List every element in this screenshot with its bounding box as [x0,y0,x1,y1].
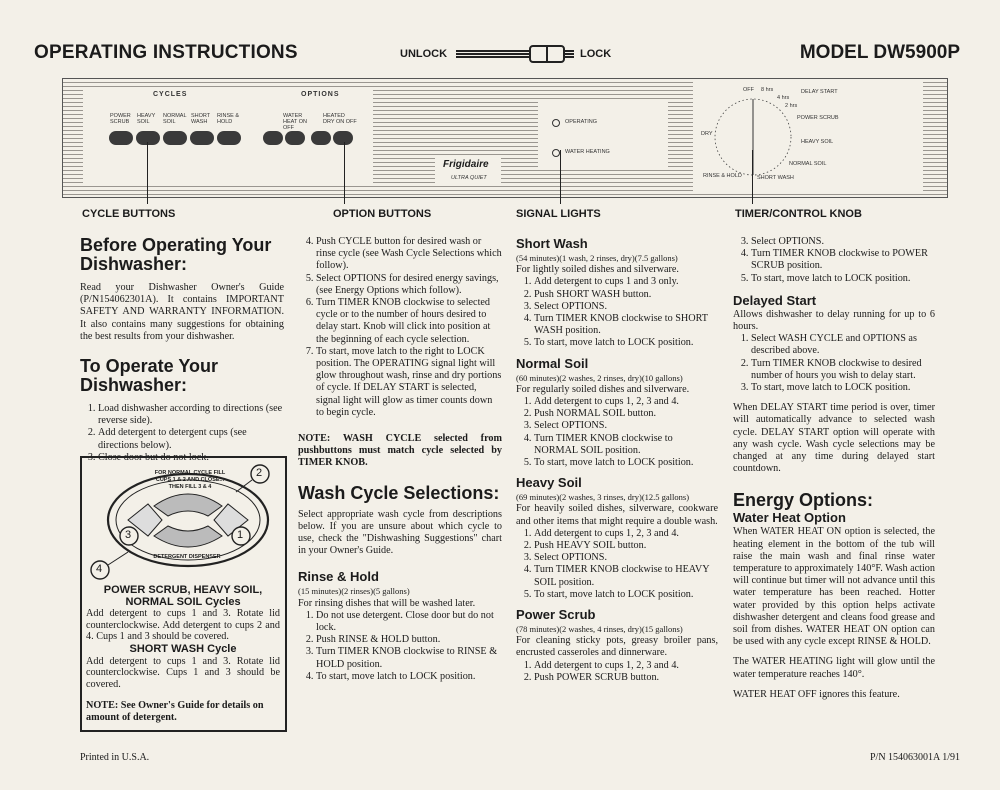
knob-2hrs: 2 hrs [785,103,798,109]
knob-normal-soil: NORMAL SOIL [789,161,827,167]
heated-dry-off-button[interactable] [333,131,353,145]
callout-option-buttons: OPTION BUTTONS [333,208,432,220]
rinse-hold-text: For rinsing dishes that will be washed later. [298,597,476,609]
water-heat-off-button[interactable] [285,131,305,145]
option-label-water-heat: WATER HEAT ON OFF [283,113,307,131]
rinse-hold-heading: Rinse & Hold [298,569,379,585]
heavy-soil-heading: Heavy Soil [516,475,582,491]
callout-line [147,142,148,204]
knob-heavy-soil: HEAVY SOIL [801,139,834,145]
list-item: 5. To start, move latch to LOCK position. [534,457,718,469]
list-item: 3. Close door but do not lock. [98,452,284,464]
column-3 [516,236,718,684]
cycles-heading: CYCLES [153,91,188,98]
lock-label: LOCK [580,48,612,60]
heated-dry-on-button[interactable] [311,131,331,145]
control-panel-diagram [62,78,948,198]
rinse-hold-button[interactable] [217,131,241,145]
cup-number-1: 1 [237,529,244,541]
knob-short-wash: SHORT WASH [757,175,794,181]
page-title: OPERATING INSTRUCTIONS [34,42,298,63]
list-item: 2. Push POWER SCRUB button. [534,672,718,684]
operating-light-label: OPERATING [565,119,597,125]
buttons-area [83,87,373,183]
knob-power-scrub: POWER SCRUB [797,115,839,121]
list-item: 3. Select OPTIONS. [534,420,718,432]
callout-timer-knob: TIMER/CONTROL KNOB [735,208,862,220]
list-item: 4. Turn TIMER KNOB clockwise to NORMAL SOIL position. [534,433,718,457]
short-wash-steps [516,276,718,349]
cycle-label-heavy-soil: HEAVY SOIL [137,113,156,125]
delayed-start-steps [733,333,935,394]
list-item: 6. Turn TIMER KNOB clockwise to selected cycle or to the number of hours desired to delay start. Knob will click into position at the beginning of each cycle selection. [316,297,502,346]
wash-cycle-note: NOTE: WASH CYCLE selected from pushbuttons must match cycle selected by TIMER KNOB. [298,433,502,469]
column-1 [80,236,284,464]
brand-area [435,157,501,185]
delayed-start-heading: Delayed Start [733,292,817,308]
signal-lights-area [538,99,668,169]
door-latch-icon [456,45,574,63]
delayed-start-text: Allows dishwasher to delay running for up to 6 hours. [733,308,935,333]
cup-number-3: 3 [125,529,132,541]
short-wash-heading: Short Wash [516,236,588,251]
normal-soil-steps [516,396,718,469]
rinse-hold-steps [298,610,502,683]
column-4 [733,236,935,701]
list-item: 1. Add detergent to cups 1, 2, 3 and 4. [534,396,718,408]
cycle-label-normal-soil: NORMAL SOIL [163,113,187,125]
water-heat-text-2: The WATER HEATING light will glow until the water temperature reaches 140°. [733,656,935,680]
normal-soil-button[interactable] [163,131,187,145]
short-wash-spec: (54 minutes)(1 wash, 2 rinses, dry)(7.5 gallons) [516,253,678,263]
list-item: 1. Select WASH CYCLE and OPTIONS as described above. [751,333,935,357]
knob-dry: DRY [701,131,713,137]
power-scrub-steps-continued [733,236,935,285]
dispenser-note: NOTE: See Owner's Guide for details on amount of detergent. [86,700,264,723]
callout-line [344,142,345,204]
heavy-soil-text: For heavily soiled dishes, silverware, cookware and other items that might require a double wash. [516,503,718,527]
water-heat-option-heading: Water Heat Option [733,510,846,526]
list-item: 3. Turn TIMER KNOB clockwise to RINSE & HOLD position. [316,646,502,670]
energy-options-heading: Energy Options: [733,490,874,511]
water-heating-light-label: WATER HEATING [565,149,610,155]
knob-4hrs: 4 hrs [777,95,790,101]
cup-number-2: 2 [256,467,263,479]
before-operating-text: Read your Dishwasher Owner's Guide (P/N154062301A). It contains IMPORTANT SAFETY AND WARRANTY INFORMATION. It also contains many suggestions for obtaining the best results from your dishwasher. [80,282,284,342]
unlock-label: UNLOCK [400,48,448,60]
panel-buttons [83,127,373,151]
dispenser-heading-2: SHORT WASH Cycle [129,642,237,655]
option-label-heated-dry: HEATED DRY ON OFF [323,113,357,125]
list-item: 2. Push HEAVY SOIL button. [534,540,718,552]
cycle-label-rinse-hold: RINSE & HOLD [217,113,240,125]
part-number: P/N 154063001A 1/91 [869,752,960,763]
dispenser-lid-text: FOR NORMAL CYCLE FILL CUPS 1 & 2 AND CLOSE... THEN FILL 3 & 4 [154,470,226,490]
delayed-start-text-2: When DELAY START time period is over, timer will automatically advance to selected wash cycle. DELAY START option will operate with any wash cycle. Wash cycle selections may be changed at any time during delayed start countdown. [733,402,935,475]
list-item: 1. Add detergent to cups 1, 2, 3 and 4. [534,660,718,672]
list-item: 4. To start, move latch to LOCK position. [316,671,502,683]
operate-steps [80,403,284,464]
water-heat-text-3: WATER HEAT OFF ignores this feature. [733,688,900,700]
power-scrub-text: For cleaning sticky pots, greasy broiler pans, encrusted casseroles and dinnerware. [516,635,718,659]
timer-knob-area [693,81,923,193]
dispenser-heading-1: POWER SCRUB, HEAVY SOIL, NORMAL SOIL Cycles [103,584,263,608]
heavy-soil-steps [516,528,718,601]
list-item: 1. Add detergent to cups 1 and 3 only. [534,276,718,288]
callout-signal-lights: SIGNAL LIGHTS [516,208,601,220]
model-number: MODEL DW5900P [799,42,960,63]
list-item: 1. Add detergent to cups 1, 2, 3 and 4. [534,528,718,540]
list-item: 2. Turn TIMER KNOB clockwise to desired number of hours you wish to delay start. [751,358,935,382]
cycle-label-short-wash: SHORT WASH [191,113,211,125]
wash-cycle-selections-heading: Wash Cycle Selections: [298,482,500,503]
knob-delay-start: DELAY START [801,89,838,95]
list-item: 2. Push NORMAL SOIL button. [534,408,718,420]
normal-soil-heading: Normal Soil [516,355,589,371]
knob-8hrs: 8 hrs [761,87,774,93]
list-item: 4. Turn TIMER KNOB clockwise to HEAVY SOIL position. [534,564,718,588]
to-operate-heading: To Operate Your Dishwasher: [80,356,219,396]
dispenser-text-1: Add detergent to cups 1 and 3. Rotate lid counterclockwise. Add detergent to cups 2 and 4. Cups 1 and 3 should be covered. [86,608,280,642]
ultra-quiet-label: ULTRA QUIET [451,175,487,181]
list-item: 3. Select OPTIONS. [534,301,718,313]
list-item: 1. Do not use detergent. Close door but do not lock. [316,610,502,634]
power-scrub-heading: Power Scrub [516,607,596,623]
power-scrub-button[interactable] [109,131,133,145]
normal-soil-spec: (60 minutes)(2 washes, 2 rinses, dry)(10 gallons) [516,372,683,383]
list-item: 5. To start, move latch to LOCK position. [534,337,718,349]
short-wash-button[interactable] [190,131,214,145]
list-item: 5. To start, move latch to LOCK position. [751,273,935,285]
list-item: 2. Add detergent to detergent cups (see directions below). [98,427,284,451]
normal-soil-text: For regularly soiled dishes and silverware. [516,383,690,395]
list-item: 2. Push RINSE & HOLD button. [316,634,502,646]
column-2 [298,236,502,683]
brand-logo: Frigidaire [443,159,489,170]
list-item: 4. Push CYCLE button for desired wash or rinse cycle (see Wash Cycle Selections which follow). [316,236,502,273]
dispenser-label: DETERGENT DISPENSER [153,554,221,560]
detergent-dispenser-box [80,456,287,732]
dispenser-text-2: Add detergent to cups 1 and 3. Rotate lid counterclockwise. Cups 1 and 3 should be covered. [86,655,280,690]
list-item: 3. Select OPTIONS. [534,552,718,564]
water-heat-text: When WATER HEAT ON option is selected, the heating element in the bottom of the tub will raise the main wash and final rinse water temperature to approximately 140°F. Wash action will continue but timer will not advance until this water temperature has been reached. Hotter water provided by this option helps activate dishwasher detergent and cleans food grease and soil from dishes. WATER HEAT ON option can be used with any cycle except RINSE & HOLD. [733,526,935,648]
cup-number-4: 4 [96,563,103,575]
list-item: 4. Turn TIMER KNOB clockwise to SHORT WASH position. [534,313,718,337]
list-item: 4. Turn TIMER KNOB clockwise to POWER SCRUB position. [751,248,935,272]
list-item: 5. Select OPTIONS for desired energy savings, (see Energy Options which follow). [316,273,502,297]
knob-off: OFF [743,87,754,93]
callout-cycle-buttons: CYCLE BUTTONS [82,208,176,220]
list-item: 2. Push SHORT WASH button. [534,289,718,301]
heavy-soil-spec: (69 minutes)(2 washes, 3 rinses, dry)(12.5 gallons) [516,492,690,503]
short-wash-text: For lightly soiled dishes and silverware. [516,264,679,276]
before-operating-heading: Before Operating Your Dishwasher: [80,235,272,274]
cycle-label-power-scrub: POWER SCRUB [110,113,131,125]
operate-steps-continued [298,236,502,419]
rinse-hold-spec: (15 minutes)(2 rinses)(5 gallons) [298,586,410,597]
list-item: 5. To start, move latch to LOCK position. [534,589,718,601]
heavy-soil-button[interactable] [136,131,160,145]
callout-line [752,150,753,204]
list-item: 3. Select OPTIONS. [751,236,935,248]
options-heading: OPTIONS [301,91,340,98]
knob-rinse-hold: RINSE & HOLD [703,173,742,179]
list-item: 1. Load dishwasher according to directions (see reverse side). [98,403,284,427]
power-scrub-spec: (78 minutes)(2 washes, 4 rinses, dry)(15 gallons) [516,624,683,635]
list-item: 3. To start, move latch to LOCK position. [751,382,935,394]
water-heating-light-icon [552,149,560,157]
water-heat-on-button[interactable] [263,131,283,145]
operating-light-icon [552,119,560,127]
wash-cycle-selections-text: Select appropriate wash cycle from descriptions below. If you are unsure about which cycle to use, check the "Dishwashing Suggestions" chart in your Owner's Guide. [298,508,502,557]
power-scrub-steps [516,660,718,684]
list-item: 7. To start, move latch to the right to LOCK position. The OPERATING signal light will glow throughout wash, rinse and dry portions of cycle. If DELAY START is selected, signal light will glow as timer counts down to begin cycle. [316,346,502,419]
callout-line [560,150,561,204]
printed-in-label: Printed in U.S.A. [80,752,150,763]
